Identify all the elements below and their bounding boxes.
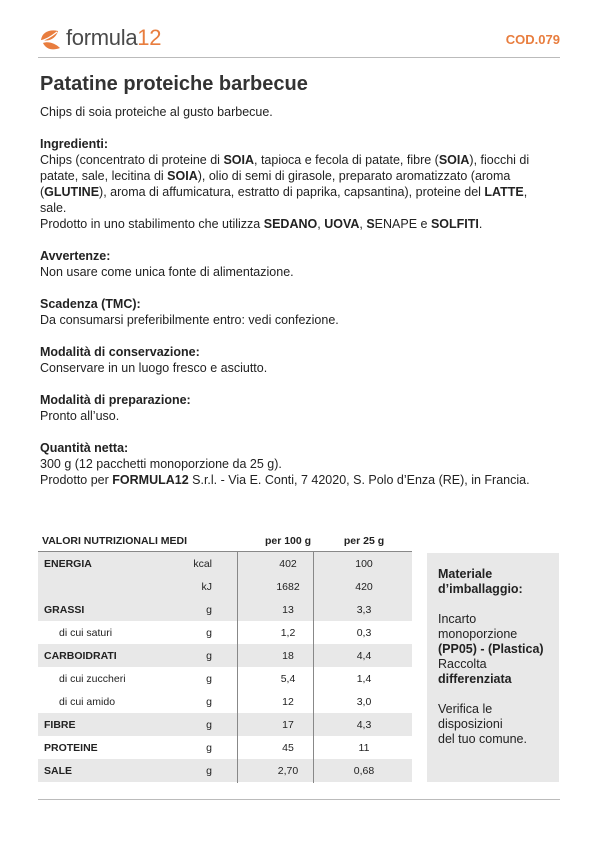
page-header xyxy=(38,18,560,58)
nutrient-name: ENERGIA xyxy=(44,558,92,570)
ingredients-title: Ingredienti: xyxy=(40,137,109,151)
value-per25g: 100 xyxy=(355,558,373,570)
ingredients-text-part: ), aroma di affumicatura, estratto di paprika, capsantina), proteine del xyxy=(99,185,485,199)
nutrient-name: di cui amido xyxy=(59,696,116,708)
table-row xyxy=(38,690,412,713)
value-per25g: 3,0 xyxy=(356,696,372,708)
allergen: SOIA xyxy=(438,153,470,167)
producer-address: S.r.l. - Via E. Conti, 7 42020, S. Polo d’Enza (RE), in Francia. xyxy=(188,473,530,487)
nutrient-name: di cui saturi xyxy=(59,627,113,639)
ingredients-text-part: ), olio di semi di girasole, preparato aromatizzato (aroma ( xyxy=(40,169,511,199)
nutrient-unit: g xyxy=(206,719,212,731)
warnings-text: Non usare come unica fonte di alimentazione. xyxy=(40,265,294,279)
nutrition-table xyxy=(38,531,412,782)
nutrient-unit: kcal xyxy=(193,558,212,570)
packaging-info-content xyxy=(438,567,556,747)
ingredients-text-part: Chips (concentrato di proteine di xyxy=(40,153,224,167)
value-per100g: 45 xyxy=(282,742,294,754)
logo-text xyxy=(66,25,161,51)
table-row xyxy=(38,598,412,621)
value-per100g: 17 xyxy=(282,719,294,731)
ingredients-text-part: , tapioca e fecola di patate, fibre ( xyxy=(254,153,439,167)
expiry-section xyxy=(40,296,555,328)
ingredients-text-part: ), fiocchi di patate, sale, lecitina di xyxy=(40,153,530,183)
warnings-title: Avvertenze: xyxy=(40,249,111,263)
nutrient-unit: g xyxy=(206,742,212,754)
nutrient-unit: g xyxy=(206,650,212,662)
logo-text-main: formula xyxy=(66,25,138,50)
facility-text-part: , xyxy=(317,217,325,231)
quantity-section xyxy=(40,440,555,472)
packaging-note xyxy=(438,702,556,747)
product-code: COD.079 xyxy=(505,32,560,47)
ingredients-section xyxy=(40,136,555,232)
quantity-title: Quantità netta: xyxy=(40,441,129,455)
nutrition-header-per100g: per 100 g xyxy=(264,535,312,547)
allergen: UOVA xyxy=(324,217,360,231)
preparation-title: Modalità di preparazione: xyxy=(40,393,191,407)
logo-text-accent: 12 xyxy=(137,25,162,50)
nutrient-unit: kJ xyxy=(201,581,212,593)
packaging-material-code: (PP05) - (Plastica) xyxy=(438,642,544,656)
nutrient-name: CARBOIDRATI xyxy=(44,650,117,662)
table-row xyxy=(38,575,412,598)
table-column-divider xyxy=(237,552,238,783)
nutrient-name: GRASSI xyxy=(44,604,85,616)
product-description xyxy=(40,104,555,488)
product-subtitle: Chips di soia proteiche al gusto barbecue. xyxy=(40,105,273,119)
storage-section xyxy=(40,344,555,376)
packaging-title-line: d’imballaggio: xyxy=(438,582,523,596)
allergen: SOIA xyxy=(167,169,198,183)
producer-brand: FORMULA12 xyxy=(112,473,189,487)
preparation-text: Pronto all’uso. xyxy=(40,409,120,423)
facility-text-part: e xyxy=(417,217,431,231)
value-per100g: 1,2 xyxy=(280,627,296,639)
table-row xyxy=(38,552,412,575)
value-per100g: 2,70 xyxy=(277,765,299,777)
packaging-title xyxy=(438,567,556,597)
packaging-line: monoporzione xyxy=(438,627,518,641)
packaging-line: del tuo comune. xyxy=(438,732,527,746)
value-per100g: 402 xyxy=(279,558,297,570)
value-per100g: 18 xyxy=(282,650,294,662)
warnings-section xyxy=(40,248,555,280)
table-row xyxy=(38,759,412,782)
value-per25g: 4,4 xyxy=(356,650,372,662)
value-per25g: 3,3 xyxy=(356,604,372,616)
producer-info xyxy=(40,472,555,488)
table-row xyxy=(38,713,412,736)
value-per25g: 420 xyxy=(355,581,373,593)
nutrition-table-header xyxy=(38,531,412,552)
facility-allergens xyxy=(40,216,555,232)
value-per25g: 11 xyxy=(358,742,370,754)
value-per25g: 4,3 xyxy=(356,719,372,731)
table-row xyxy=(38,736,412,759)
allergen: LATTE xyxy=(484,185,524,199)
packaging-disposal: differenziata xyxy=(438,672,512,686)
facility-text-part: , xyxy=(359,217,367,231)
nutrient-name: PROTEINE xyxy=(44,742,98,754)
expiry-title: Scadenza (TMC): xyxy=(40,297,141,311)
packaging-line: Raccolta xyxy=(438,657,487,671)
facility-text-part: Prodotto in uno stabilimento che utilizza xyxy=(40,217,264,231)
allergen: GLUTINE xyxy=(44,185,100,199)
table-row xyxy=(38,621,412,644)
allergen: SOLFITI xyxy=(430,217,479,231)
quantity-text: 300 g (12 pacchetti monoporzione da 25 g). xyxy=(40,457,282,471)
producer-prefix: Prodotto per xyxy=(40,473,113,487)
packaging-line: Incarto xyxy=(438,612,477,626)
value-per25g: 1,4 xyxy=(356,673,372,685)
brand-logo xyxy=(38,20,161,56)
packaging-material xyxy=(438,612,556,687)
nutrient-unit: g xyxy=(206,696,212,708)
packaging-line: disposizioni xyxy=(438,717,503,731)
value-per100g: 12 xyxy=(282,696,294,708)
leaf-logo-icon xyxy=(38,23,64,53)
allergen: SOIA xyxy=(223,153,254,167)
nutrient-unit: g xyxy=(206,604,212,616)
packaging-info-box xyxy=(427,553,559,782)
value-per100g: 5,4 xyxy=(280,673,296,685)
value-per25g: 0,68 xyxy=(353,765,375,777)
storage-text: Conservare in un luogo fresco e asciutto. xyxy=(40,361,268,375)
facility-text-part: ENAPE xyxy=(374,217,418,231)
nutrient-name: FIBRE xyxy=(44,719,76,731)
allergen: SEDANO xyxy=(263,217,318,231)
ingredients-text xyxy=(40,152,555,216)
nutrition-header-per25g: per 25 g xyxy=(343,535,385,547)
table-row xyxy=(38,667,412,690)
nutrient-unit: g xyxy=(206,765,212,777)
nutrient-unit: g xyxy=(206,673,212,685)
allergen: S xyxy=(366,217,375,231)
value-per100g: 1682 xyxy=(276,581,300,593)
table-column-divider xyxy=(313,552,314,783)
ingredients-text-part: , sale. xyxy=(40,185,528,215)
expiry-text: Da consumarsi preferibilmente entro: vedi confezione. xyxy=(40,313,339,327)
top-divider xyxy=(38,57,560,58)
nutrient-unit: g xyxy=(206,627,212,639)
value-per100g: 13 xyxy=(282,604,294,616)
value-per25g: 0,3 xyxy=(356,627,372,639)
table-row xyxy=(38,644,412,667)
storage-title: Modalità di conservazione: xyxy=(40,345,200,359)
preparation-section xyxy=(40,392,555,424)
facility-text-part: . xyxy=(478,217,483,231)
bottom-divider xyxy=(38,799,560,800)
nutrient-name: di cui zuccheri xyxy=(59,673,126,685)
nutrient-name: SALE xyxy=(44,765,73,777)
packaging-title-line: Materiale xyxy=(438,567,493,581)
packaging-line: Verifica le xyxy=(438,702,493,716)
nutrition-header-name: VALORI NUTRIZIONALI MEDI xyxy=(42,535,188,547)
page-title: Patatine proteiche barbecue xyxy=(40,73,308,95)
